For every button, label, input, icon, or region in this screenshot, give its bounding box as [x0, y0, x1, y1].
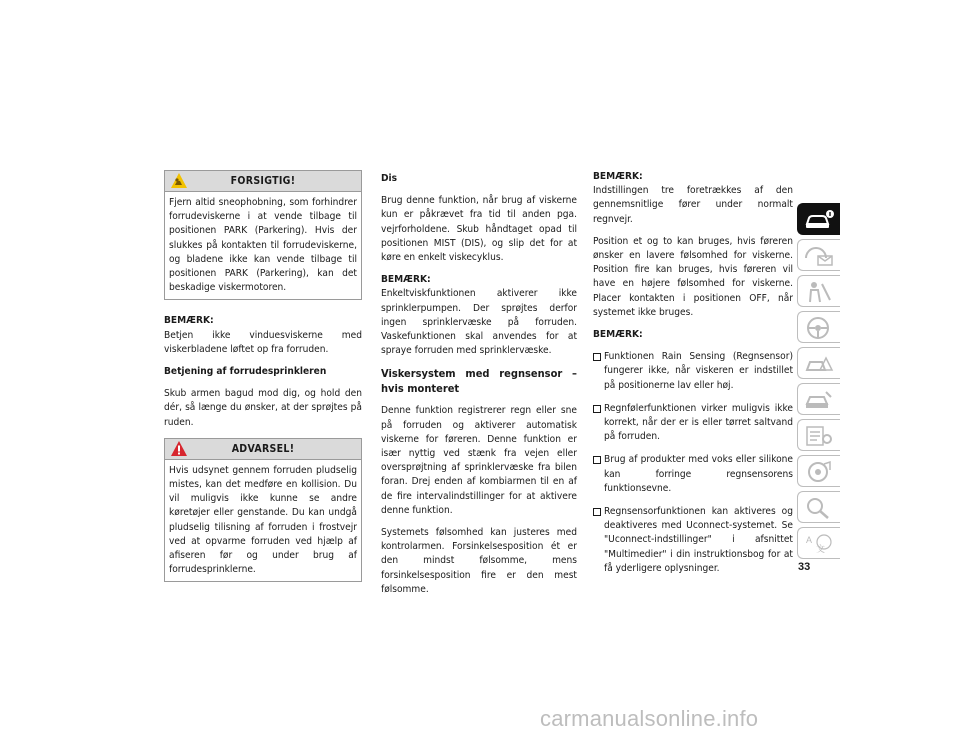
warning-title: ADVARSEL! — [231, 442, 295, 455]
tab-safety[interactable] — [797, 275, 840, 307]
checkbox-bullet-icon — [593, 456, 601, 464]
sprinkler-paragraph: Skub armen bagud mod dig, og hold den dér, så længe du ønsker, at der sprøjtes på ruden. — [164, 388, 362, 428]
column-right — [593, 170, 793, 585]
mist-subheading: Dis — [381, 173, 398, 184]
language-icon — [804, 532, 834, 556]
list-item: Funktionen Rain Sensing (Regnsensor) fungerer ikke, når viskeren er indstillet på positionerne lav eller høj. — [593, 350, 793, 393]
warning-box — [164, 438, 362, 583]
checkbox-bullet-icon — [593, 508, 601, 516]
tab-emergency[interactable] — [797, 347, 840, 379]
tab-language[interactable] — [797, 527, 840, 559]
list-item: Regnsensorfunktionen kan aktiveres og deaktiveres med Uconnect-systemet. Se "Uconnect-indstillinger" i afsnittet "Multimedier" i din instruktionsbog for at få yderligere oplysninger. — [593, 505, 793, 576]
tab-dashboard-messages[interactable] — [797, 239, 840, 271]
list-item: Regnfølerfunktionen virker muligvis ikke korrekt, når der er is eller tørret saltvand på forruden. — [593, 402, 793, 445]
checkbox-bullet-icon — [593, 405, 601, 413]
sensitivity-paragraph: Systemets følsomhed kan justeres med kontrolarmen. Forsinkelsesposition ét er den mindst følsomme, mens forsinkelsesposition fire er den mest følsomme. — [381, 527, 577, 595]
note-block-2 — [381, 273, 577, 358]
caution-box-header — [165, 171, 361, 192]
note-block-3 — [593, 170, 793, 227]
warning-box-header — [165, 439, 361, 460]
rain-sensor-heading: Viskersystem med regnsensor – hvis monteret — [381, 367, 577, 396]
caution-box — [164, 170, 362, 300]
checkbox-bullet-icon — [593, 353, 601, 361]
mist-paragraph: Brug denne funktion, når brug af viskerne kun er påkrævet fra tid til anden pga. vejrforholdene. Skub håndtaget opad til positionen MIST (DIS), og slip det for at køre en enkelt viskecyklus. — [381, 195, 577, 264]
caution-title: FORSIGTIG! — [230, 175, 296, 187]
tab-index[interactable] — [797, 491, 840, 523]
note-label-2: BEMÆRK: — [593, 329, 643, 341]
note-text: Betjen ikke vinduesviskerne med viskerbladene løftet op fra forruden. — [164, 329, 362, 355]
tab-starting-operating[interactable] — [797, 311, 840, 343]
page-number: 33 — [798, 561, 811, 573]
rain-sensor-paragraph: Denne funktion registrerer regn eller sne på forruden og aktiverer automatisk viskerne for føreren. Denne funktion er især nyttig ved stænk fra vejen eller oversprøjtning af sprinklervæske fra bilen foran. Drej enden af kombiarmen til en af de fire intervalindstillinger for at aktivere denne funktion. — [381, 405, 577, 516]
tab-car-info[interactable] — [797, 203, 840, 235]
watermark: carmanualsonline.info — [540, 706, 759, 731]
steering-wheel-icon — [804, 316, 834, 340]
sprinkler-subheading: Betjening af forrudesprinkleren — [164, 366, 327, 378]
list-item: Brug af produkter med voks eller silikone kan forringe regnsensorens funktionsevne. — [593, 453, 793, 496]
position-paragraph: Position et og to kan bruges, hvis føreren ønsker en lavere følsomhed for viskerne. Position fire kan bruges, hvis føreren vil have en højere følsomhed for viskerne. Placer kontakten i positionen OFF, når systemet ikke bruges. — [593, 235, 793, 318]
svg-text:A: A — [806, 535, 813, 545]
multimedia-icon — [804, 460, 834, 484]
search-icon — [804, 496, 834, 520]
note-bullet-list — [593, 350, 793, 576]
chapter-tabs — [797, 203, 841, 563]
note-text: Indstillingen tre foretrækkes af den gennemsnitlige fører under normalt regnvejr. — [593, 185, 793, 225]
dashboard-message-icon — [804, 244, 834, 268]
car-info-icon — [804, 208, 834, 232]
note-text: Enkeltviskfunktionen aktiverer ikke sprinklerpumpen. Der sprøjtes derfor ingen sprinklervæske på forruden. Vaskefunktionen skal anvendes for at spraye forruden med sprinklervæske. — [381, 288, 577, 357]
column-left — [164, 170, 362, 592]
seatbelt-safety-icon — [804, 280, 834, 304]
warning-text: Hvis udsynet gennem forruden pludselig mistes, kan det medføre en kollision. Du vil muligvis ikke kunne se andre køretøjer eller genstande. Du kan undgå pludselig tilisning af forruden i frostvejr ved at opvarme forruden ved hjælp af afiseren før og under brug af forrudesprinklerne. — [169, 464, 357, 576]
caution-text: Fjern altid sneophobning, som forhindrer forrudeviskerne i at vende tilbage til positionen PARK (Parkering). Hvis der slukkes på kontakten til forrudeviskerne, og bladene ikke kan vende tilbage til positionen PARK (Parkering), kan det beskadige viskermotoren. — [169, 197, 357, 294]
note-label: BEMÆRK: — [381, 274, 431, 286]
svg-text:文: 文 — [816, 544, 826, 554]
tab-servicing[interactable] — [797, 383, 840, 415]
specifications-icon — [804, 424, 834, 448]
tab-multimedia[interactable] — [797, 455, 840, 487]
car-service-icon — [804, 388, 834, 412]
note-label: BEMÆRK: — [164, 315, 214, 327]
roadside-emergency-icon — [804, 352, 834, 376]
note-block-1 — [164, 314, 362, 357]
tab-specifications[interactable] — [797, 419, 840, 451]
note-label: BEMÆRK: — [593, 171, 643, 182]
column-middle — [381, 172, 577, 605]
